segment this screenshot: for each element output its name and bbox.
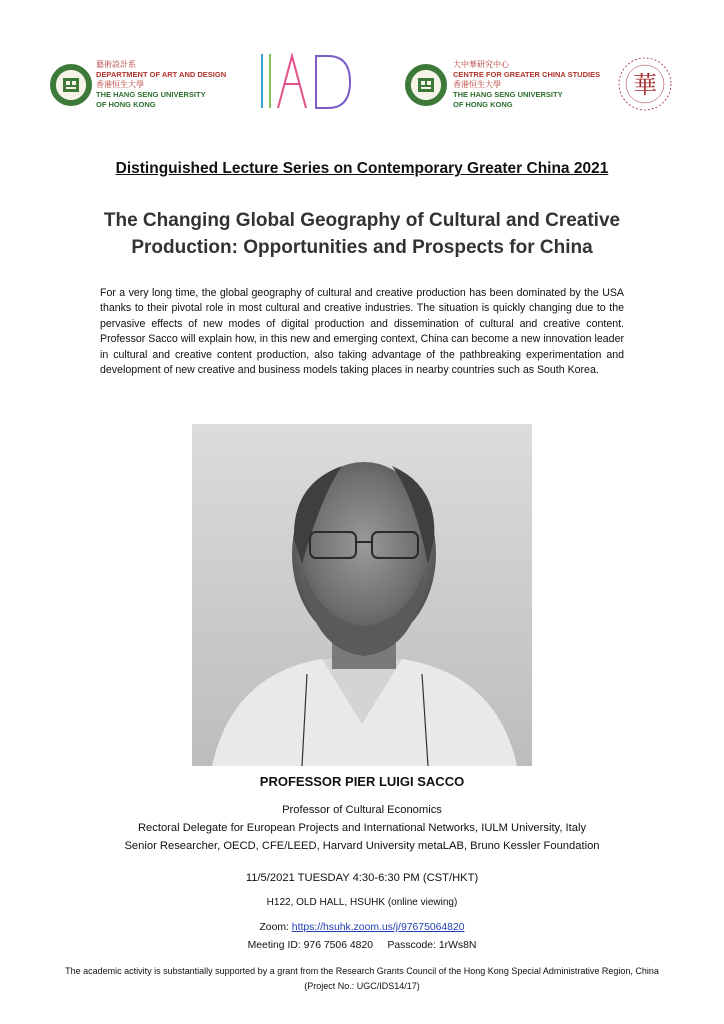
speaker-photo <box>192 424 532 766</box>
zoom-link[interactable]: https://hsuhk.zoom.us/j/97675064820 <box>291 922 465 933</box>
event-datetime: 11/5/2021 TUESDAY 4:30-6:30 PM (CST/HKT) <box>245 872 479 884</box>
meeting-id-label: Meeting ID: <box>247 940 304 951</box>
seal-character: 華 <box>633 71 657 99</box>
logo-greater-china-studies <box>405 60 615 108</box>
ad-logo-icon <box>258 50 358 112</box>
centre-en-name: CENTRE FOR GREATER CHINA STUDIES <box>453 70 601 79</box>
dept-en-name: DEPARTMENT OF ART AND DESIGN <box>96 70 227 79</box>
centre-cn-name: 大中華研究中心 <box>453 60 509 69</box>
speaker-role-1: Professor of Cultural Economics <box>282 804 442 816</box>
funding-acknowledgement: The academic activity is substantially supported by a grant from the Research Grants Council of the Hong Kong Special Administrative Region, China <box>65 966 659 976</box>
dept-cn-name: 藝術設計系 <box>96 60 136 69</box>
project-number: (Project No.: UGC/IDS14/17) <box>304 981 420 991</box>
lecture-title <box>60 207 664 261</box>
university-en-name-2: OF HONG KONG <box>96 100 156 109</box>
zoom-label: Zoom: <box>259 922 292 933</box>
university-seal-icon <box>405 64 447 106</box>
university-seal-icon <box>50 64 92 106</box>
greater-china-seal-icon <box>617 56 673 112</box>
university-en-name-1: THE HANG SENG UNIVERSITY <box>453 90 563 99</box>
lecture-title-line-1: The Changing Global Geography of Cultural and Creative <box>103 210 621 231</box>
lecture-abstract: For a very long time, the global geography of cultural and creative production has been dominated by the USA thanks to their pivotal role in most cultural and creative industries. The situation is quickly changing due to the pervasive effects of new modes of digital production and dissemination of cultural and creative content. Professor Sacco will explain how, in this new and emerging context, China can become a new innovation leader in cultural and creative content production, also taking advantage of the pathbreaking experimentation and development of new creative and business models taking places in nearby countries such as South Korea. <box>100 287 624 377</box>
zoom-line <box>0 922 724 933</box>
passcode-label: Passcode: <box>387 940 439 951</box>
lecture-title-line-2: Production: Opportunities and Prospects for China <box>131 237 593 258</box>
university-en-name-1: THE HANG SENG UNIVERSITY <box>96 90 206 99</box>
university-cn-name: 香港恒生大學 <box>96 80 144 89</box>
speaker-name: PROFESSOR PIER LUIGI SACCO <box>259 774 465 789</box>
university-en-name-2: OF HONG KONG <box>453 100 513 109</box>
logo-art-design <box>50 60 250 108</box>
passcode: 1rWs8N <box>438 940 477 951</box>
meeting-info <box>0 940 724 951</box>
university-cn-name: 香港恒生大學 <box>453 80 501 89</box>
speaker-role-3: Senior Researcher, OECD, CFE/LEED, Harvard University metaLAB, Bruno Kessler Foundation <box>124 840 600 852</box>
meeting-id: 976 7506 4820 <box>303 940 373 951</box>
event-venue: H122, OLD HALL, HSUHK (online viewing) <box>266 897 458 908</box>
speaker-role-2: Rectoral Delegate for European Projects and International Networks, IULM University, Italy <box>137 822 587 834</box>
lecture-series-title: Distinguished Lecture Series on Contemporary Greater China 2021 <box>115 160 609 177</box>
